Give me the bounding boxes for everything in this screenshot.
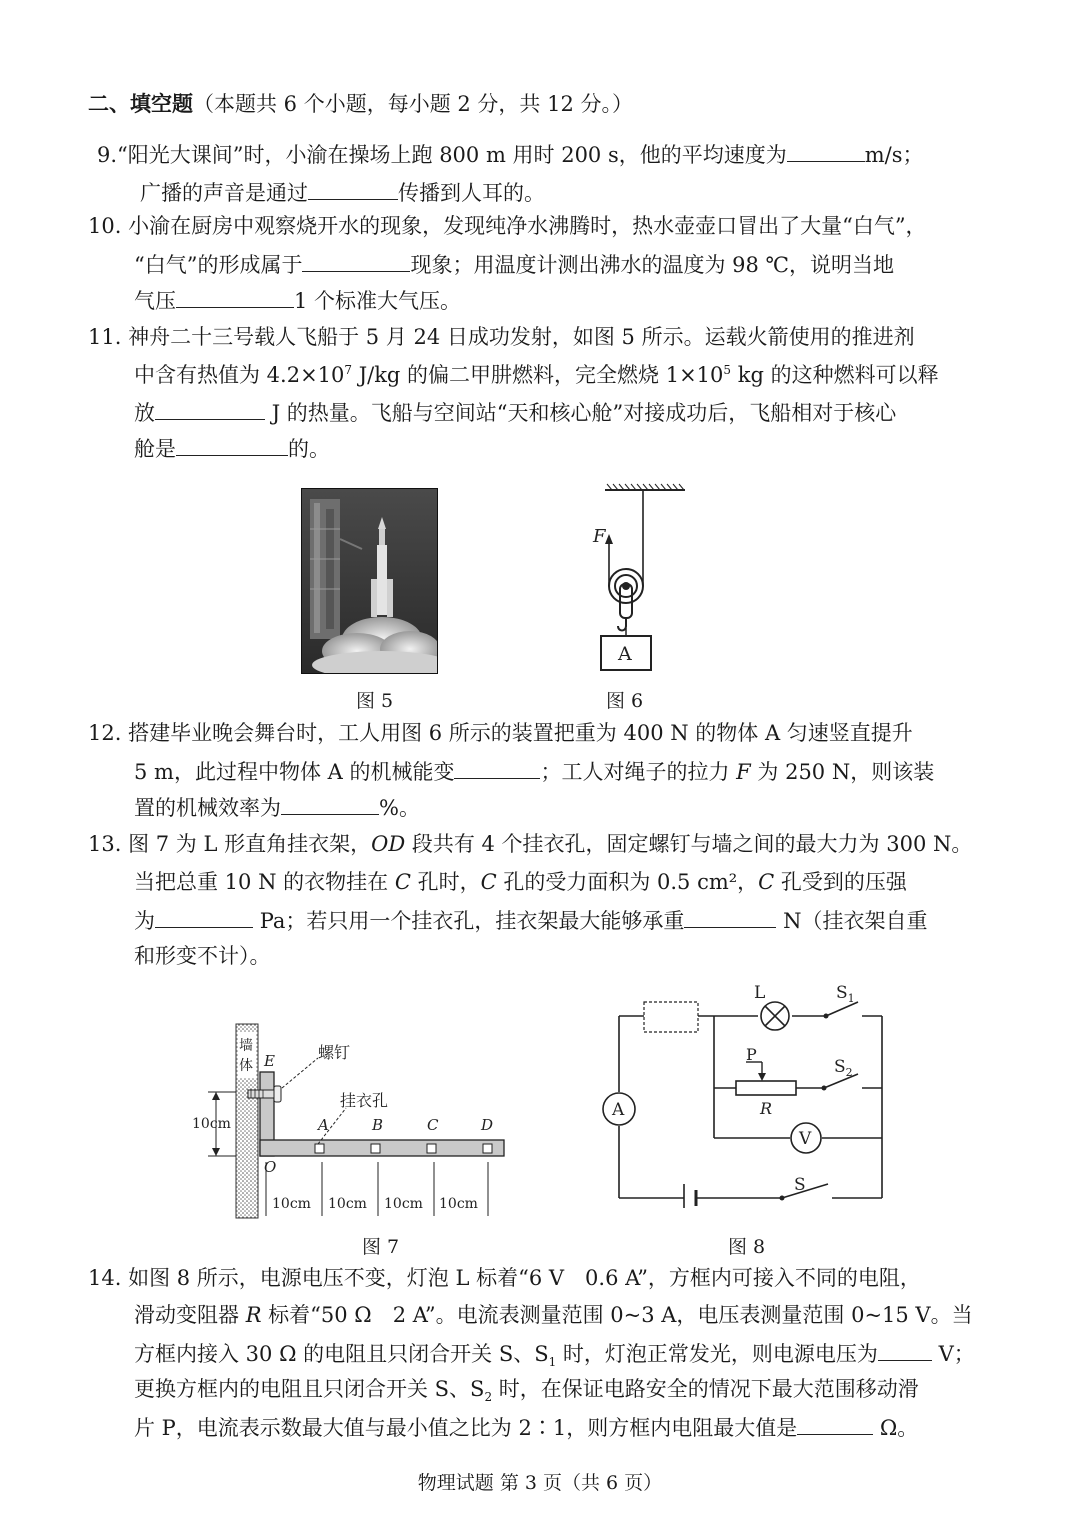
- q13-line2: [134, 872, 907, 893]
- fig8-s2-sub: 2: [845, 1066, 853, 1079]
- q10-text4: 气压: [134, 289, 176, 313]
- fig6-force-label: F: [593, 526, 606, 547]
- fig8-s2-letter: S: [834, 1057, 846, 1077]
- q14-text2: 滑动变阻器: [134, 1303, 246, 1327]
- q10-line1: [88, 216, 927, 237]
- q12-text5: 置的机械效率为: [134, 796, 281, 820]
- section-note: （本题共 6 个小题，每小题 2 分，共 12 分。）: [193, 92, 633, 116]
- q11-line4: [134, 437, 330, 460]
- fig7-point-o: O: [264, 1158, 277, 1176]
- q11-blank2[interactable]: [176, 437, 288, 456]
- q13-text7: 为: [134, 909, 155, 933]
- q10-blank2[interactable]: [176, 289, 294, 308]
- q13-text8: Pa；若只用一个挂衣孔，挂衣架最大能够承重: [259, 909, 685, 933]
- fig8-ammeter-label: A: [612, 1100, 625, 1120]
- q14-blank2[interactable]: [797, 1416, 873, 1435]
- q9-line1: [97, 143, 924, 166]
- q12-text1: 搭建毕业晚会舞台时，工人用图 6 所示的装置把重为 400 N 的物体 A 匀速竖直提升: [128, 721, 913, 745]
- q14-text6: V；: [938, 1342, 975, 1366]
- fig8-main-switch-label: S: [794, 1175, 806, 1195]
- fig6-block-label: A: [618, 643, 632, 665]
- q13-blank2[interactable]: [684, 909, 776, 928]
- q12-text2: 5 m，此过程中物体 A 的机械能变: [134, 760, 455, 784]
- fig8-voltmeter-label: V: [799, 1129, 812, 1149]
- q10-blank1[interactable]: [302, 253, 410, 272]
- fig7-hole-label: 挂衣孔: [340, 1091, 389, 1110]
- q11-text5: 放: [134, 401, 155, 425]
- fig8-s2-label: [834, 1057, 853, 1079]
- q14-number: 14.: [88, 1266, 122, 1290]
- q11-text3: J/kg 的偏二甲肼燃料，完全燃烧 1×10: [352, 363, 724, 387]
- q9-line2: [140, 181, 545, 204]
- section-heading: [88, 88, 633, 118]
- fig8-s1-sub: 1: [847, 992, 855, 1005]
- q12-force-symbol: F: [736, 760, 751, 784]
- fig7-point-d: D: [481, 1116, 494, 1134]
- q11-number: 11.: [88, 325, 122, 349]
- section-title: 二、填空题: [88, 92, 193, 116]
- q12-text4: 为 250 N，则该装: [750, 760, 935, 784]
- q9-text2: 广播的声音是通过: [140, 181, 308, 205]
- fig6-pulley-diagram: [585, 476, 695, 676]
- q11-text4: kg 的这种燃料可以释: [731, 363, 939, 387]
- q11-exponent2: 5: [723, 363, 732, 377]
- q14-text9: 片 P，电流表示数最大值与最小值之比为 2∶1，则方框内电阻最大值是: [134, 1416, 798, 1440]
- fig5-caption: 图 5: [356, 690, 394, 712]
- q14-line1: [88, 1268, 921, 1289]
- q13-text5: 孔的受力面积为 0.5 cm²，: [496, 870, 759, 894]
- q11-text6: J 的热量。飞船与空间站“天和核心舱”对接成功后，飞船相对于核心: [271, 401, 897, 425]
- fig7-caption: 图 7: [362, 1236, 400, 1258]
- q14-text8: 时，在保证电路安全的情况下最大范围移动滑: [492, 1377, 919, 1401]
- q14-text5: 时，灯泡正常发光，则电源电压为: [556, 1342, 878, 1366]
- fig8-lamp-label: L: [754, 983, 766, 1003]
- q9-blank1[interactable]: [787, 143, 865, 162]
- fig8-slider-label: P: [746, 1045, 757, 1064]
- q13-text1: 图 7 为 L 形直角挂衣架，: [128, 832, 372, 856]
- q11-text7: 舱是: [134, 437, 176, 461]
- q11-text1: 神舟二十三号载人飞船于 5 月 24 日成功发射，如图 5 所示。运载火箭使用的推进剂: [128, 325, 915, 349]
- q12-text3: ；工人对绳子的拉力: [540, 760, 737, 784]
- q12-line2: [134, 760, 934, 783]
- q13-line3: [134, 909, 927, 932]
- q9-number: 9.: [97, 143, 118, 167]
- q11-line1: [88, 327, 915, 348]
- q11-line2: [134, 364, 939, 386]
- q14-text7: 更换方框内的电阻且只闭合开关 S、S: [134, 1377, 485, 1401]
- fig7-point-e: E: [264, 1052, 275, 1070]
- q13-text4: 孔时，: [410, 870, 481, 894]
- q11-blank1[interactable]: [155, 401, 265, 420]
- q13-number: 13.: [88, 832, 122, 856]
- q12-line3: [134, 796, 420, 819]
- q14-line5: [134, 1416, 918, 1439]
- q13-text9: N（挂衣架自重: [783, 909, 928, 933]
- fig7-point-a: A: [318, 1116, 329, 1134]
- fig8-s1-letter: S: [836, 983, 848, 1003]
- q11-line3: [134, 401, 896, 424]
- q11-text8: 的。: [288, 437, 330, 461]
- fig7-segment-1: 10cm: [272, 1196, 311, 1212]
- fig8-s1-label: [836, 983, 855, 1005]
- q10-text5: 1 个标准大气压。: [294, 289, 462, 313]
- fig8-circuit-diagram: [596, 982, 896, 1208]
- q13-line4: [134, 946, 271, 967]
- q14-text3: 标着“50 Ω 2 A”。电流表测量范围 0~3 A，电压表测量范围 0~15 V。当: [261, 1303, 973, 1327]
- fig7-wall-label-1: 墙: [239, 1038, 253, 1054]
- page-footer: 物理试题 第 3 页（共 6 页）: [417, 1472, 663, 1494]
- q10-text2: “白气”的形成属于: [134, 253, 303, 277]
- q12-blank1[interactable]: [454, 760, 540, 779]
- fig7-segment-2: 10cm: [328, 1196, 367, 1212]
- fig7-hanger-diagram: [190, 1020, 520, 1220]
- q13-text10: 和形变不计）。: [134, 944, 271, 968]
- q13-c-symbol-1: C: [394, 870, 411, 894]
- q10-line2: [134, 253, 894, 276]
- q14-blank1[interactable]: [878, 1342, 932, 1361]
- q14-line3: [134, 1342, 975, 1368]
- q13-line1: [88, 834, 972, 855]
- q9-text3: 传播到人耳的。: [398, 181, 545, 205]
- q13-c-symbol-2: C: [480, 870, 497, 894]
- fig5-rocket-photo: [301, 488, 438, 674]
- q12-line1: [88, 723, 913, 744]
- q12-blank2[interactable]: [281, 796, 379, 815]
- fig8-caption: 图 8: [728, 1236, 766, 1258]
- fig7-point-c: C: [427, 1116, 439, 1134]
- q9-unit: m/s；: [864, 143, 924, 167]
- fig7-height-label: 10cm: [192, 1116, 231, 1132]
- q9-text: “阳光大课间”时，小渝在操场上跑 800 m 用时 200 s，他的平均速度为: [117, 143, 787, 167]
- fig7-point-b: B: [372, 1116, 384, 1134]
- q10-text1: 小渝在厨房中观察烧开水的现象，发现纯净水沸腾时，热水壶壶口冒出了大量“白气”，: [128, 214, 927, 238]
- q12-number: 12.: [88, 721, 122, 745]
- q11-exponent1: 7: [344, 363, 353, 377]
- fig7-segment-3: 10cm: [384, 1196, 423, 1212]
- q10-number: 10.: [88, 214, 122, 238]
- fig7-screw-label: 螺钉: [318, 1043, 351, 1062]
- q14-text1: 如图 8 所示，电源电压不变，灯泡 L 标着“6 V 0.6 A”，方框内可接入不同的电阻，: [128, 1266, 921, 1290]
- q14-sub2: 2: [484, 1390, 493, 1405]
- q14-text4: 方框内接入 30 Ω 的电阻且只闭合开关 S、S: [134, 1342, 549, 1366]
- fig7-wall-label-2: 体: [239, 1058, 253, 1074]
- fig7-segment-4: 10cm: [439, 1196, 478, 1212]
- q14-r-symbol: R: [245, 1303, 262, 1327]
- q13-text6: 孔受到的压强: [774, 870, 907, 894]
- q14-text10: Ω。: [879, 1416, 919, 1440]
- q13-c-symbol-3: C: [758, 870, 775, 894]
- fig6-caption: 图 6: [606, 690, 644, 712]
- q13-od-symbol: OD: [371, 832, 406, 856]
- q14-line4: [134, 1379, 919, 1403]
- q14-line2: [134, 1305, 973, 1326]
- q14-sub1: 1: [548, 1355, 557, 1370]
- q10-line3: [134, 289, 461, 312]
- q13-text3: 当把总重 10 N 的衣物挂在: [134, 870, 395, 894]
- q11-text2: 中含有热值为 4.2×10: [134, 363, 345, 387]
- q10-text3: 现象；用温度计测出沸水的温度为 98 ℃，说明当地: [410, 253, 895, 277]
- q12-text6: %。: [379, 796, 420, 820]
- q13-blank1[interactable]: [155, 909, 253, 928]
- fig8-rheostat-label: R: [760, 1099, 773, 1118]
- q9-blank2[interactable]: [308, 181, 398, 200]
- q13-text2: 段共有 4 个挂衣孔，固定螺钉与墙之间的最大力为 300 N。: [405, 832, 973, 856]
